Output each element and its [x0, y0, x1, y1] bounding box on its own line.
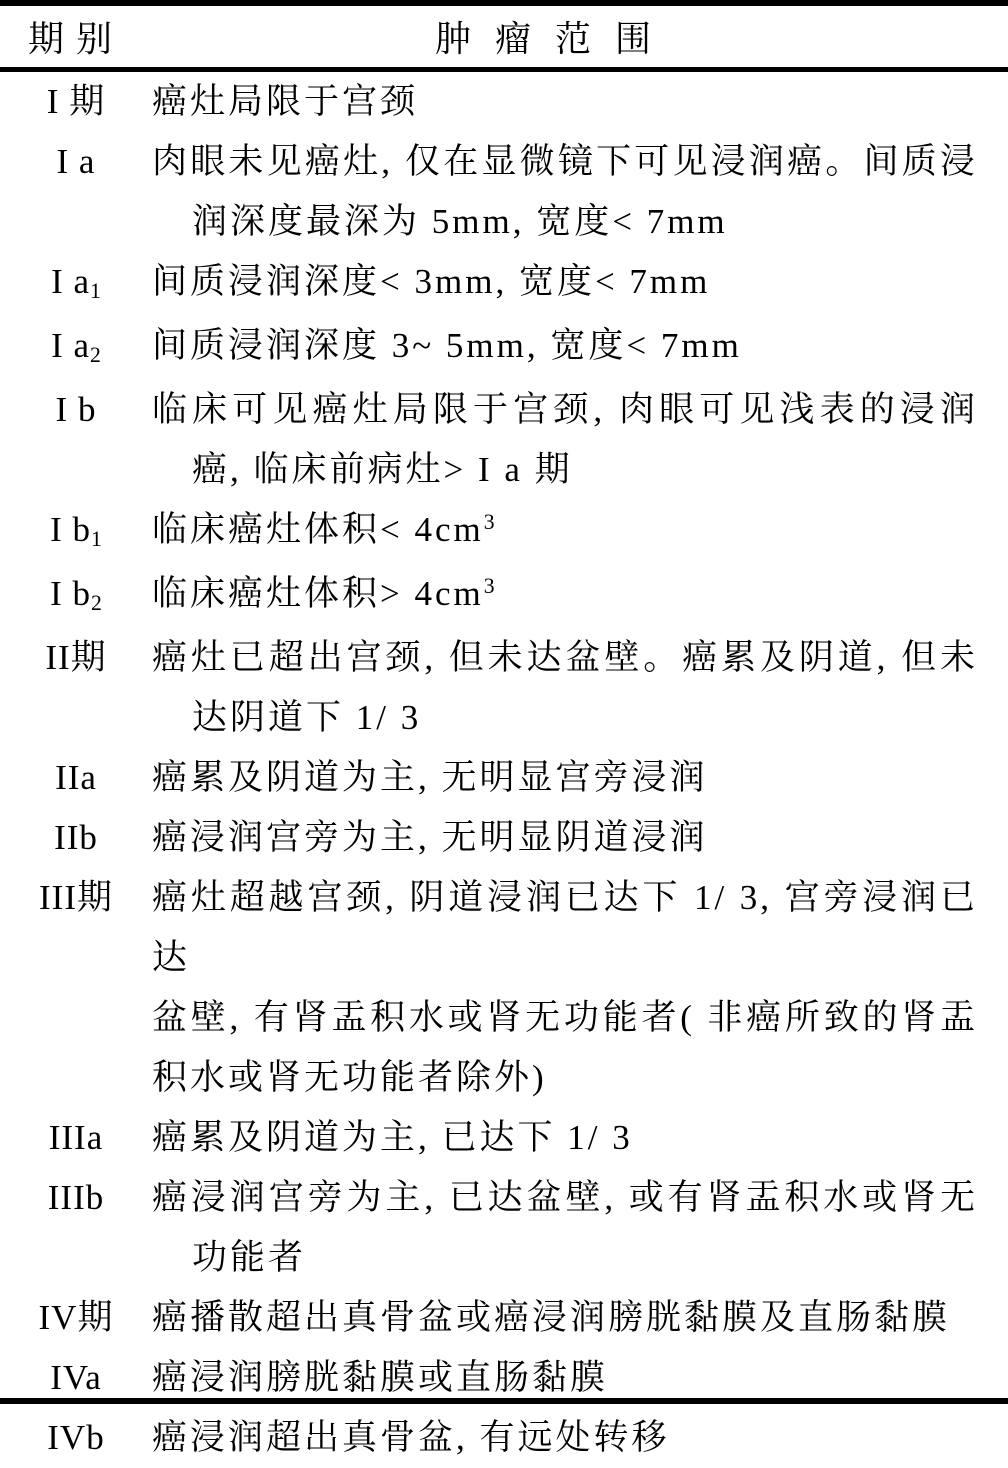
description-line: 癌播散超出真骨盆或癌浸润膀胱黏膜及直肠黏膜: [152, 1298, 951, 1337]
description-line: 临床可见癌灶局限于宫颈, 肉眼可见浅表的浸润: [152, 390, 978, 429]
stage-label: I $a_2$: [51, 326, 101, 367]
stage-label: IIIb: [47, 1178, 105, 1217]
table-row: [0, 868, 1008, 1108]
stage-label: IVb: [47, 1418, 105, 1457]
description-line: 癌浸润宫旁为主, 已达盆壁, 或有肾盂积水或肾无: [152, 1178, 978, 1217]
stage-label: IVa: [50, 1358, 102, 1397]
description-cell: [152, 1288, 1008, 1348]
table-row: [0, 1408, 1008, 1468]
description-cell: [152, 628, 1008, 748]
staging-table-body: [0, 72, 1008, 1468]
stage-subscript: 1: [91, 526, 102, 551]
table-row: [0, 628, 1008, 748]
description-line: 肉眼未见癌灶, 仅在显微镜下可见浸润癌。间质浸: [152, 142, 978, 181]
table-row: [0, 316, 1008, 380]
description-cell: [152, 380, 1008, 500]
description-cell: [152, 808, 1008, 868]
stage-label: I $a_1$: [51, 262, 101, 303]
header-stage-label: 期别: [27, 19, 124, 59]
description-line: 达阴道下 1/ 3: [192, 698, 422, 737]
table-row: [0, 132, 1008, 252]
description-cell: [152, 252, 1008, 312]
bottom-rule: [0, 1398, 1008, 1404]
stage-label: II期: [45, 638, 107, 677]
description-line: 间质浸润深度 3~ 5mm, 宽度< 7mm: [152, 326, 742, 365]
stage-label: IIIa: [48, 1118, 104, 1157]
table-header-row: [0, 6, 1008, 72]
description-cell: [152, 868, 1008, 1108]
description-line: 癌灶超越宫颈, 阴道浸润已达下 1/ 3, 宫旁浸润已达: [152, 878, 978, 977]
description-line: 临床癌灶体积< $4cm^3$: [152, 510, 495, 549]
description-line: 癌累及阴道为主, 已达下 1/ 3: [152, 1118, 633, 1157]
description-cell: [152, 132, 1008, 252]
table-row: [0, 1168, 1008, 1288]
description-cell: [152, 1408, 1008, 1468]
stage-subscript: 1: [90, 278, 101, 303]
table-row: [0, 72, 1008, 132]
stage-label: I b: [55, 390, 97, 429]
stage-label: I a: [56, 142, 96, 181]
superscript: 3: [483, 510, 495, 535]
description-line: 癌浸润超出真骨盆, 有远处转移: [152, 1418, 670, 1457]
header-scope-label: 肿瘤范围: [434, 19, 675, 59]
description-line: 癌灶局限于宫颈: [152, 82, 419, 121]
table-row: [0, 500, 1008, 564]
stage-label: IV期: [38, 1298, 114, 1337]
table-row: [0, 564, 1008, 628]
stage-label: I 期: [46, 82, 106, 121]
description-cell: [152, 1168, 1008, 1288]
table-row: [0, 1108, 1008, 1168]
description-cell: [152, 316, 1008, 376]
table-row: [0, 1288, 1008, 1348]
stage-label: I $b_1$: [50, 510, 102, 551]
description-cell: [152, 748, 1008, 808]
description-cell: [152, 72, 1008, 132]
description-cell: [152, 500, 1008, 564]
table-row: [0, 252, 1008, 316]
stage-label: III期: [39, 878, 113, 917]
stage-subscript: 2: [90, 342, 101, 367]
description-line: 间质浸润深度< 3mm, 宽度< 7mm: [152, 262, 711, 301]
table-row: [0, 748, 1008, 808]
stage-label: IIb: [54, 818, 98, 857]
description-line: 癌, 临床前病灶> I a 期: [192, 450, 573, 489]
description-line: 癌浸润宫旁为主, 无明显阴道浸润: [152, 818, 708, 857]
stage-subscript: 2: [91, 590, 102, 615]
description-line: 积水或肾无功能者除外): [152, 1058, 547, 1097]
table-row: [0, 380, 1008, 500]
description-cell: [152, 1108, 1008, 1168]
stage-label: I $b_2$: [50, 574, 102, 615]
description-line: 癌浸润膀胱黏膜或直肠黏膜: [152, 1358, 609, 1397]
table-row: [0, 808, 1008, 868]
description-line: 盆壁, 有肾盂积水或肾无功能者( 非癌所致的肾盂: [152, 998, 978, 1037]
stage-label: IIa: [55, 758, 97, 797]
superscript: 3: [483, 574, 495, 599]
description-line: 癌灶已超出宫颈, 但未达盆壁。癌累及阴道, 但未: [152, 638, 978, 677]
description-cell: [152, 564, 1008, 628]
description-line: 润深度最深为 5mm, 宽度< 7mm: [192, 202, 728, 241]
description-line: 临床癌灶体积> $4cm^3$: [152, 574, 495, 613]
description-line: 癌累及阴道为主, 无明显宫旁浸润: [152, 758, 708, 797]
description-line: 功能者: [192, 1238, 307, 1277]
